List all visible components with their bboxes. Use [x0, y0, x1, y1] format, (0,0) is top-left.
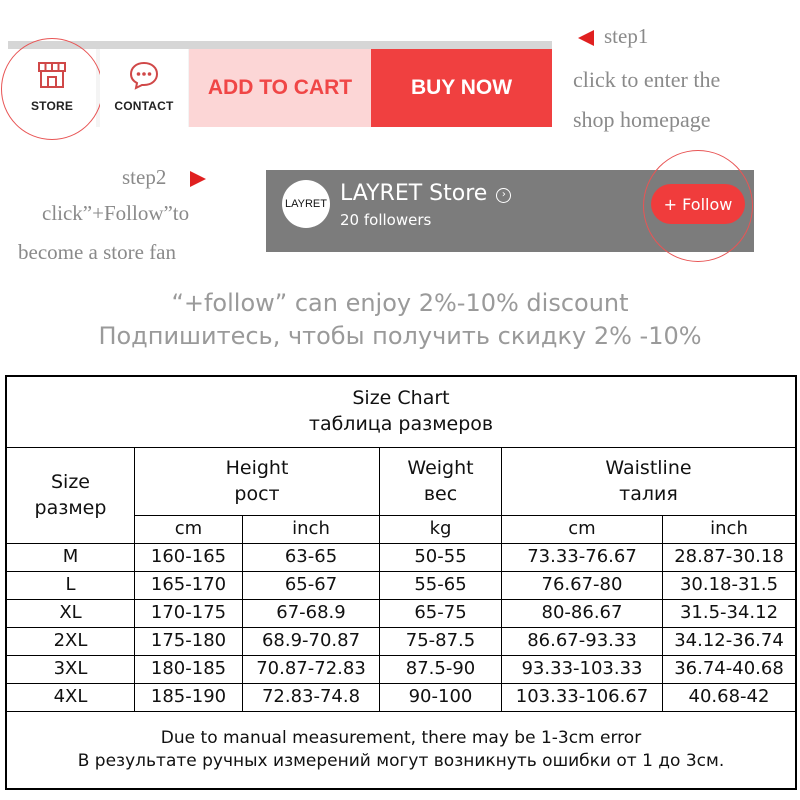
- arrow-left-icon: [578, 30, 594, 46]
- contact-button-label: CONTACT: [114, 99, 174, 113]
- unit-waist-inch: inch: [663, 516, 795, 544]
- measurement-note-ru: В результате ручных измерений могут возникнуть ошибки от 1 до 3см.: [77, 751, 725, 771]
- measurement-note-en: Due to manual measurement, there may be 1-3cm error: [160, 728, 642, 749]
- store-followers: 20 followers: [340, 211, 432, 229]
- store-logo[interactable]: LAYRET: [282, 180, 330, 228]
- chat-bubble-icon: [128, 59, 160, 91]
- size-cell-waist-inch: 28.87-30.18: [663, 544, 795, 572]
- add-to-cart-button[interactable]: ADD TO CART: [189, 49, 371, 127]
- step1-title: step1: [604, 24, 649, 48]
- size-cell-weight-kg: 50-55: [380, 544, 502, 572]
- size-cell-waist-cm: 86.67-93.33: [502, 628, 663, 656]
- size-cell-height-cm: 160-165: [135, 544, 243, 572]
- measurement-note: [7, 712, 795, 788]
- size-cell-height-cm: 180-185: [135, 656, 243, 684]
- follow-button[interactable]: + Follow: [651, 184, 745, 224]
- arrow-right-icon: [190, 171, 206, 187]
- size-cell-waist-cm: 93.33-103.33: [502, 656, 663, 684]
- size-cell-size: 2XL: [7, 628, 135, 656]
- size-cell-size: XL: [7, 600, 135, 628]
- size-cell-size: L: [7, 572, 135, 600]
- size-chart-title-ru: таблица размеров: [308, 413, 494, 435]
- unit-height-cm: cm: [135, 516, 243, 544]
- weight-header: [380, 448, 502, 516]
- unit-height-inch: inch: [243, 516, 380, 544]
- store-name-link[interactable]: [340, 181, 511, 206]
- size-cell-weight-kg: 75-87.5: [380, 628, 502, 656]
- size-cell-height-inch: 70.87-72.83: [243, 656, 380, 684]
- size-cell-weight-kg: 55-65: [380, 572, 502, 600]
- top-divider: [8, 41, 552, 49]
- step2-description-line2: become a store fan: [18, 240, 177, 264]
- size-chart-table: [5, 375, 797, 790]
- size-chart-title-en: Size Chart: [352, 387, 450, 410]
- size-cell-weight-kg: 87.5-90: [380, 656, 502, 684]
- size-cell-height-inch: 68.9-70.87: [243, 628, 380, 656]
- height-header: [135, 448, 380, 516]
- size-cell-waist-inch: 34.12-36.74: [663, 628, 795, 656]
- weight-header-ru: вес: [423, 482, 458, 505]
- size-cell-size: 3XL: [7, 656, 135, 684]
- highlight-circle-store: [1, 38, 103, 140]
- size-cell-height-inch: 72.83-74.8: [243, 684, 380, 712]
- size-cell-height-cm: 175-180: [135, 628, 243, 656]
- height-header-en: Height: [225, 456, 289, 479]
- size-cell-waist-inch: 31.5-34.12: [663, 600, 795, 628]
- waistline-header-ru: талия: [619, 482, 678, 505]
- buy-now-button[interactable]: BUY NOW: [371, 49, 552, 127]
- contact-button[interactable]: [100, 49, 188, 127]
- size-cell-waist-cm: 76.67-80: [502, 572, 663, 600]
- store-button-label: STORE: [30, 99, 74, 113]
- step1-description: [573, 60, 798, 140]
- waistline-header-en: Waistline: [605, 456, 692, 479]
- size-cell-size: M: [7, 544, 135, 572]
- chevron-right-icon: ›: [496, 188, 511, 203]
- size-cell-weight-kg: 65-75: [380, 600, 502, 628]
- size-cell-waist-cm: 80-86.67: [502, 600, 663, 628]
- unit-waist-cm: cm: [502, 516, 663, 544]
- store-name: LAYRET Store: [340, 181, 488, 206]
- size-header: [7, 448, 135, 544]
- height-header-ru: рост: [234, 482, 280, 505]
- size-cell-height-cm: 165-170: [135, 572, 243, 600]
- size-chart-title: [7, 377, 795, 448]
- size-cell-waist-inch: 30.18-31.5: [663, 572, 795, 600]
- size-cell-weight-kg: 90-100: [380, 684, 502, 712]
- unit-weight-kg: kg: [380, 516, 502, 544]
- size-cell-height-inch: 65-67: [243, 572, 380, 600]
- waistline-header: [502, 448, 795, 516]
- step1-description-line1: click to enter the: [573, 67, 721, 92]
- size-cell-height-cm: 185-190: [135, 684, 243, 712]
- discount-text-en: “+follow” can enjoy 2%-10% discount: [171, 289, 629, 317]
- size-cell-waist-cm: 73.33-76.67: [502, 544, 663, 572]
- size-cell-waist-cm: 103.33-106.67: [502, 684, 663, 712]
- step2-title: step2: [122, 165, 167, 189]
- size-cell-height-cm: 170-175: [135, 600, 243, 628]
- size-header-en: Size: [50, 470, 90, 493]
- size-cell-size: 4XL: [7, 684, 135, 712]
- highlight-circle-follow: [643, 150, 753, 262]
- step1-description-line2: shop homepage: [573, 107, 711, 132]
- discount-text-ru: Подпишитесь, чтобы получить скидку 2% -10%: [98, 322, 702, 350]
- size-cell-height-inch: 63-65: [243, 544, 380, 572]
- step2-description-line1: click”+Follow”to: [42, 201, 190, 225]
- size-cell-height-inch: 67-68.9: [243, 600, 380, 628]
- size-cell-waist-inch: 40.68-42: [663, 684, 795, 712]
- size-cell-waist-inch: 36.74-40.68: [663, 656, 795, 684]
- size-header-ru: размер: [34, 496, 107, 519]
- weight-header-en: Weight: [407, 456, 474, 479]
